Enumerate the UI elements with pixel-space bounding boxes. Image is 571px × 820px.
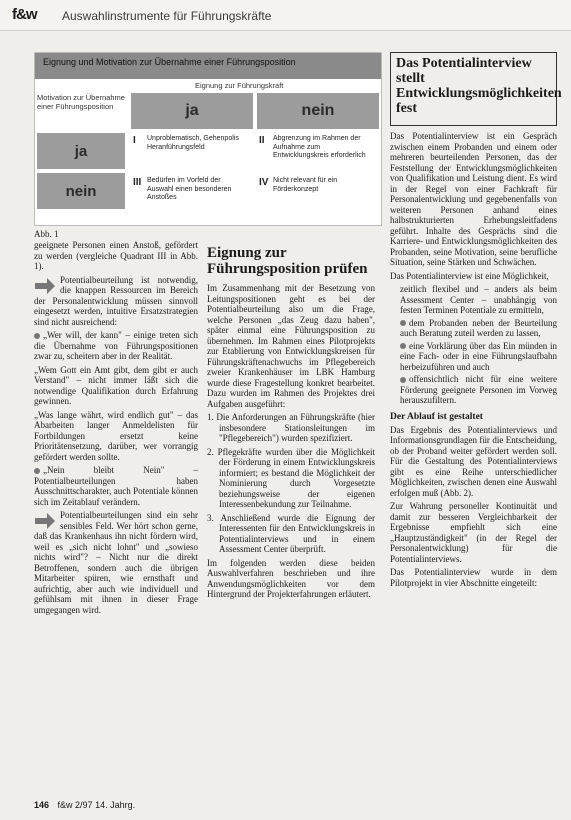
quadrant-1-text: Unproblematisch, Gehenpolis Heranführungsfeld (147, 135, 239, 151)
quadrant-4 (259, 177, 373, 194)
paragraph: Im Zusammenhang mit der Besetzung von Leitungspositionen geht es bei der Potentialbeurteilung also um die Frage, welche Personen „das Zeug dazu haben", später einmal eine Führungsposition zu übernehmen. Im Rahmen eines Pilotprojekts zur Etablierung von Entwicklungskreisen für Führungskräftenachwuchs im Pflegebereich zweier Krankenhäuser im LBK Hamburg wurde diese Fragestellung konkret bearbeitet. Dazu wurden im Rahmen des Projektes drei Aufgaben ausgeführt: (207, 283, 375, 409)
section-heading: Das Potentialinterview stellt Entwicklungsmöglichkeiten fest (396, 56, 562, 116)
page-number: 146 (34, 800, 50, 810)
quadrant-3-text: Bedürfen im Vorfeld der Auswahl einen besonderen Anstoßes (147, 177, 232, 201)
bullet-text: „Wer will, der kann" – einige treten sich die Übernahme von Führungspositionen zwar zu, scheitern aber in der Realität. (34, 330, 198, 361)
arrow-right-icon (34, 512, 56, 530)
quadrant-2 (259, 135, 373, 161)
paragraph: Zur Wahrung personeller Kontinuität und damit zur besseren Vergleichbarkeit der Ergebnisse empfiehlt sich eine „Hauptzuständigkeit" (in der Regel der Personalentwicklung) für die Potentialinterviews. (390, 501, 557, 564)
column-nein: nein (257, 93, 379, 129)
page-header (0, 0, 571, 31)
quadrant-3 (133, 177, 247, 203)
list-item: zeitlich flexibel und – anders als beim Assessment Center – unabhängig von festen Terminen Potentiale zu ermitteln, (400, 284, 557, 315)
paragraph: Das Potentialinterview wurde in dem Pilotprojekt in vier Abschnitte eingeteilt: (390, 567, 557, 588)
quadrant-1 (133, 135, 247, 152)
figure-matrix (34, 52, 382, 226)
bullet-dot-icon (400, 343, 406, 349)
figure-caption: Abb. 1 (34, 229, 59, 239)
bullet-dot-icon (34, 333, 40, 339)
paragraph-text: Potentialbeurteilungen sind ein sehr sensibles Feld. Wer hört schon gerne, daß das Krankenhaus ihn nicht fördern wird, weil es „sich nicht lohnt" und „sowieso nichts wird"? – Nicht nur die direkt Betroffenen, sondern auch die übrigen Mitarbeiter spüren, wie ernsthaft und aufrichtig, aber auch wie individuell und gefühlsam mit ihnen in dieser Frage umgegangen wird. (34, 510, 198, 615)
bullet-continuation: „Was lange währt, wird endlich gut" – das Abarbeiten langer Anmeldelisten für Fortbildungen ersetzt keine Prioritätensetzung, darüber, wer vorrangig gefördert werden sollte. (34, 409, 198, 462)
list-item (390, 374, 557, 406)
issue-info: f&w 2/97 14. Jahrg. (57, 800, 136, 810)
arrow-right-icon (34, 277, 56, 295)
row-ja: ja (37, 133, 125, 169)
list-item-text: offensichtlich nicht für eine weitere Förderung geeignete Personen im Vorweg herauszufiltern. (400, 374, 557, 405)
paragraph-with-arrow (34, 275, 198, 328)
quadrant-2-text: Abgrenzung im Rahmen der Aufnahme zum Entwicklungskreis erforderlich (273, 135, 366, 159)
bullet-continuation: „Wem Gott ein Amt gibt, dem gibt er auch Verstand" – nicht immer läßt sich die notwendige Qualifikation durch Erfahrung gewinnen. (34, 364, 198, 406)
paragraph: Das Potentialinterview ist ein Gespräch zwischen einem Probanden und einem oder mehreren beurteilenden Personen, das der Feststellung der Entwicklungsmöglichkeiten von Qualifikation und Leistung dient. Es wird in der Regel von einer Fachkraft für Personalentwicklung und gegebenenfalls von weiteren Personen anhand eines halbstrukturierten Erhebungsleitfadens geführt. Inhalte des Gesprächs sind die Karriere- und Entwicklungsmöglichkeiten des Probanden, seine Motivation, seine berufliche Situation, seine Stärken und Schwächen. (390, 131, 557, 267)
paragraph-with-arrow (34, 510, 198, 615)
list-item-text: eine Vorklärung über das Ein münden in eine Fach- oder in eine Führungslaufbahn herbeizuführen und auch (400, 340, 557, 372)
column-ja: ja (131, 93, 253, 129)
paragraph: Das Ergebnis des Potentialinterviews und Informationsgrundlagen für die Entscheidung, ob der Proband weiter gefördert werden soll. Für die Gestaltung des Potentialinterviews gibt es eine Reihe unterschiedlicher Möglichkeiten, zwischen denen eine Auswahl erfolgen muß (Abb. 2). (390, 424, 557, 498)
journal-logo: f&w (12, 6, 37, 23)
numbered-list (207, 412, 375, 555)
section-heading: Eignung zur Führungsposition prüfen (207, 245, 368, 277)
list-item-text: dem Probanden neben der Beurteilung auch Beratung zuteil werden zu lassen, (400, 317, 557, 338)
quadrant-2-number: II (259, 135, 265, 146)
eignung-label: Eignung zur Führungskraft (195, 81, 284, 90)
list-item (390, 318, 557, 339)
paragraph: Im folgenden werden diese beiden Auswahlverfahren beschrieben und ihre Anwendungsmöglichkeiten vor dem Hintergrund der Projekterfahrungen erläutert. (207, 557, 375, 599)
paragraph: Das Potentialinterview ist eine Möglichkeit, (390, 270, 549, 281)
paragraph-text: Potentialbeurteilung ist notwendig, die knappen Ressourcen im Bereich der Personalentwicklung müssen sinnvoll eingesetzt werden, intuitive Ersatzstrategien sind nicht ausreichend: (34, 274, 198, 327)
bullet-dot-icon (400, 320, 406, 326)
running-title: Auswahlinstrumente für Führungskräfte (62, 9, 272, 23)
quadrant-4-number: IV (259, 177, 269, 188)
bullet-item (34, 330, 198, 362)
bullet-text: „Nein bleibt Nein" – Potentialbeurteilungen haben Ausschnittscharakter, auch Potentiale können sich im Zeitablauf verändern. (34, 465, 198, 507)
quadrant-1-number: I (133, 135, 136, 146)
bullet-item (34, 465, 198, 507)
figure-title: Eignung und Motivation zur Übernahme einer Führungsposition (43, 57, 296, 67)
row-nein: nein (37, 173, 125, 209)
page-footer (34, 800, 135, 810)
list-item: 1. Die Anforderungen an Führungskräfte (hier insbesondere Stationsleitungen im "Pflegebereich") wurden spezifiziert. (207, 412, 375, 443)
bullet-dot-icon (34, 468, 40, 474)
list-item: 2. Pflegekräfte wurden über die Möglichkeit der Förderung in einem Entwicklungskreis informiert; es bestand die Möglichkeit der Nominierung durch Vorgesetzte beziehungsweise der eigenen Interessenbekundung zur Teilnahme. (207, 446, 375, 509)
figure-title-band (35, 53, 381, 79)
motivation-label: Motivation zur Übernahme einer Führungsposition (37, 93, 125, 111)
bullet-dot-icon (400, 377, 406, 383)
heading-box (390, 52, 562, 126)
list-item: 3. Anschließend wurde die Eignung der Interessenten für den Entwicklungskreis in Potentialinterviews und in einem Assessment Center überprüft. (207, 512, 375, 554)
quadrant-3-number: III (133, 177, 142, 188)
subheading: Der Ablauf ist gestaltet (390, 411, 483, 422)
list-item (390, 341, 557, 373)
column-middle (207, 245, 375, 603)
column-right (390, 52, 562, 591)
column-left (34, 240, 198, 618)
paragraph: geeignete Personen einen Anstoß, gefördert zu werden (vergleiche Quadrant III in Abb. 1). (34, 240, 198, 271)
quadrant-4-text: Nicht relevant für ein Förderkonzept (273, 177, 338, 193)
bullet-list (390, 284, 557, 406)
